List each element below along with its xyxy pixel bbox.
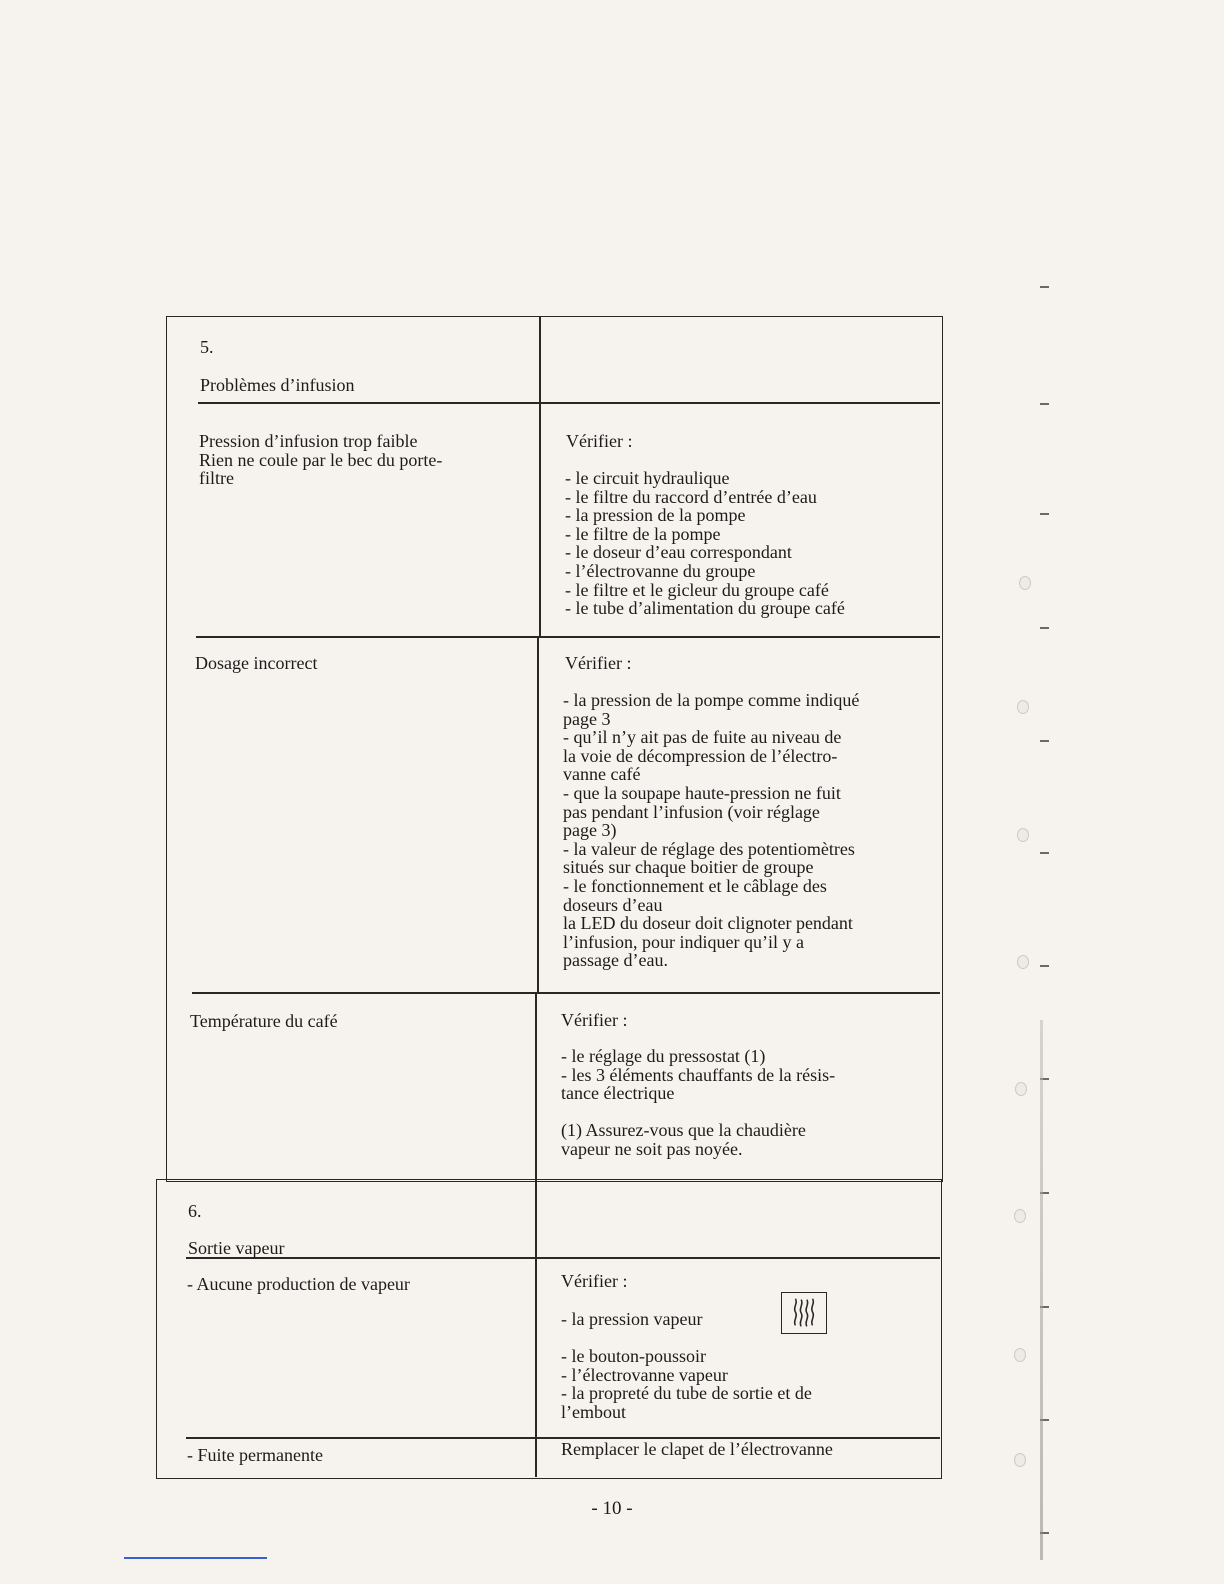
check-item: passage d’eau. [563,950,668,971]
check-item: - le doseur d’eau correspondant [565,542,792,563]
section-number: 6. [188,1201,202,1221]
margin-tick [1040,965,1049,967]
column-divider [539,316,541,636]
check-item: - le filtre et le gicleur du groupe café [565,579,829,600]
problem-line: Rien ne coule par le bec du porte- [199,449,443,470]
check-item: - la pression de la pompe comme indiqué [563,690,860,710]
binder-hole [1017,828,1029,842]
check-item: - le bouton-poussoir [561,1346,706,1366]
binder-hole [1015,1082,1027,1096]
page-edge-shadow [1040,1020,1043,1560]
section-title: Problèmes d’infusion [200,375,355,395]
check-item: page 3) [563,820,617,841]
margin-tick [1040,286,1049,288]
problem-line: Pression d’infusion trop faible [199,431,418,451]
check-item: - le tube d’alimentation du groupe café [565,598,845,619]
check-item: - la valeur de réglage des potentiomètres [563,838,855,859]
footnote [561,1121,806,1158]
check-item: l’infusion, pour indiquer qu’il y a [563,931,804,952]
check-item: - l’électrovanne du groupe [565,560,756,581]
footnote-line: (1) Assurez-vous que la chaudière [561,1120,806,1140]
check-item: - qu’il n’y ait pas de fuite au niveau de [563,727,842,748]
check-item: situés sur chaque boitier de groupe [563,857,814,878]
check-list-temperature [561,1047,835,1103]
column-divider [537,636,539,992]
check-item: - le filtre de la pompe [565,523,721,544]
margin-tick [1040,852,1049,854]
check-heading: Vérifier : [566,431,633,451]
margin-tick [1040,740,1049,742]
problem-vapeur: - Aucune production de vapeur [187,1274,410,1294]
check-item: - la pression de la pompe [565,505,746,526]
page-number: - 10 - [591,1498,633,1519]
check-list-dosage [563,691,859,970]
check-list-pression [565,469,845,618]
margin-tick [1040,403,1049,405]
check-list-vapeur [561,1347,812,1421]
check-item: - le fonctionnement et le câblage des [563,875,827,896]
action-fuite: Remplacer le clapet de l’électrovanne [561,1439,833,1459]
binder-hole [1014,1453,1026,1467]
problem-pression [199,432,442,488]
check-item: l’embout [561,1401,626,1422]
section-number: 5. [200,337,214,357]
check-item: - que la soupape haute-pression ne fuit [563,782,841,803]
check-item: page 3 [563,708,611,729]
section-title-underline [186,1257,940,1259]
column-divider [535,992,537,1477]
margin-tick [1040,627,1049,629]
check-item: - les 3 éléments chauffants de la résis- [561,1064,836,1085]
row-divider [196,636,940,638]
check-heading: Vérifier : [561,1271,628,1291]
check-item: - la propreté du tube de sortie et de [561,1383,812,1404]
check-item: - le circuit hydraulique [565,468,730,488]
check-heading: Vérifier : [565,653,632,673]
problem-line: filtre [199,468,234,489]
problem-fuite: - Fuite permanente [187,1445,323,1465]
check-item: vanne café [563,764,641,785]
check-item: - l’électrovanne vapeur [561,1364,728,1385]
check-item: doseurs d’eau [563,894,663,915]
problem-dosage: Dosage incorrect [195,653,318,673]
check-heading: Vérifier : [561,1010,628,1030]
footer-rule [124,1557,267,1559]
row-divider [192,992,940,994]
check-item: - le réglage du pressostat (1) [561,1046,766,1066]
steam-pressure-icon [781,1292,827,1334]
check-item: la voie de décompression de l’électro- [563,745,838,766]
check-item: - la pression vapeur [561,1309,703,1329]
check-item: la LED du doseur doit clignoter pendant [563,913,853,934]
margin-tick [1040,513,1049,515]
binder-hole [1019,576,1031,590]
binder-hole [1017,700,1029,714]
check-item: - le filtre du raccord d’entrée d’eau [565,486,817,507]
section-title: Sortie vapeur [188,1238,285,1258]
footnote-line: vapeur ne soit pas noyée. [561,1138,743,1159]
check-item: pas pendant l’infusion (voir réglage [563,801,820,822]
binder-hole [1017,955,1029,969]
problem-temperature: Température du café [190,1011,338,1031]
check-item: tance électrique [561,1083,675,1104]
binder-hole [1014,1209,1026,1223]
binder-hole [1014,1348,1026,1362]
section-title-underline [198,402,940,404]
